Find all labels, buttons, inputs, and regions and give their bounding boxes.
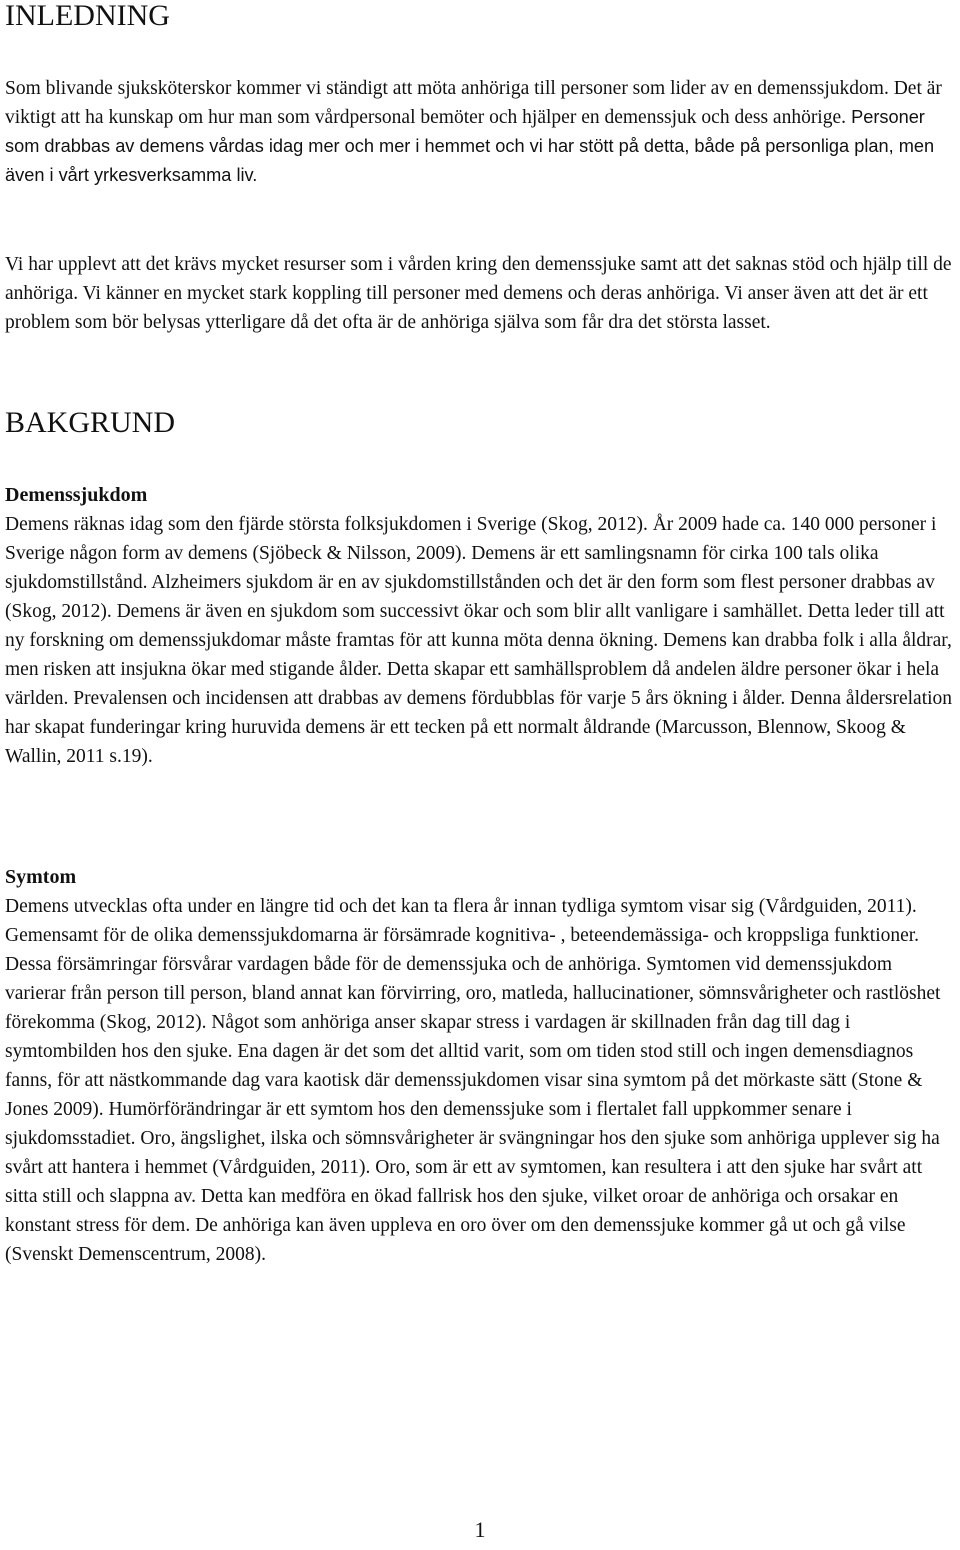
intro-paragraph-2: Vi har upplevt att det krävs mycket resurser som i vården kring den demenssjuke samt att det saknas stöd och hjälp till de anhöriga. Vi känner en mycket stark koppling till personer med demens och deras anhöriga. Vi anser även att det är ett problem som bör belysas ytterligare då det ofta är de anhöriga själva som får dra det största lasset.: [5, 254, 952, 333]
intro-paragraph-1-serif: Som blivande sjuksköterskor kommer vi ständigt att möta anhöriga till personer som lider av en demenssjukdom. Det är viktigt att ha kunskap om hur man som vårdpersonal bemöter och hjälper en demenssjuk och dess anhörige.: [5, 78, 942, 128]
subheading-demenssjukdom: Demenssjukdom: [5, 484, 148, 506]
section-heading-inledning: INLEDNING: [5, 0, 170, 32]
subheading-symtom: Symtom: [5, 866, 77, 888]
intro-paragraph-1: [5, 74, 955, 190]
section-heading-bakgrund: BAKGRUND: [5, 406, 176, 439]
intro-paragraph-1-sans: Personer som drabbas av demens vårdas idag mer och mer i hemmet och vi har stött på detta, både på personliga plan, men även i vårt yrkesverksamma liv.: [5, 107, 935, 185]
symtom-paragraph: Demens utvecklas ofta under en längre tid och det kan ta flera år innan tydliga symtom visar sig (Vårdguiden, 2011). Gemensamt för de olika demenssjukdomarna är försämrade kognitiva- , beteendemässiga- och kroppsliga funktioner. Dessa försämringar försvårar vardagen både för de demenssjuka och de anhöriga. Symtomen vid demenssjukdom varierar från person till person, bland annat kan förvirring, oro, matleda, hallucinationer, sömnsvårigheter och rastlöshet förekomma (Skog, 2012). Något som anhöriga anser skapar stress i vardagen är skillnaden från dag till dag i symtombilden hos den sjuke. Ena dagen är det som det alltid varit, som om tiden stod still och ingen demensdiagnos fanns, för att nästkommande dag vara kaotisk där demenssjukdomen visar sina symtom på det mörkaste sätt (Stone & Jones 2009). Humörförändringar är ett symtom hos den demenssjuke som i flertalet fall uppkommer senare i sjukdomsstadiet. Oro, ängslighet, ilska och sömnsvårigheter är svängningar hos den sjuke som anhöriga upplever sig ha svårt att hantera i hemmet (Vårdguiden, 2011). Oro, som är ett av symtomen, kan resultera i att den sjuke har svårt att sitta still och slappna av. Detta kan medföra en ökad fallrisk hos den sjuke, vilket oroar de anhöriga och orsakar en konstant stress för dem. De anhöriga kan även uppleva en oro över om den demenssjuke kommer gå ut och gå vilse (Svenskt Demenscentrum, 2008).: [5, 896, 941, 1265]
page-number: 1: [474, 1517, 486, 1542]
demens-paragraph: Demens räknas idag som den fjärde största folksjukdomen i Sverige (Skog, 2012). År 2009 hade ca. 140 000 personer i Sverige någon form av demens (Sjöbeck & Nilsson, 2009). Demens är ett samlingsnamn för cirka 100 tals olika sjukdomstillstånd. Alzheimers sjukdom är en av sjukdomstillstånden och det är den form som flest personer drabbas av (Skog, 2012). Demens är även en sjukdom som successivt ökar och som blir allt vanligare i samhället. Detta leder till att ny forskning om demenssjukdomar måste framtas för att kunna möta denna ökning. Demens kan drabba folk i alla åldrar, men risken att insjukna ökar med stigande ålder. Detta skapar ett samhällsproblem då andelen äldre personer ökar i hela världen. Prevalensen och incidensen att drabbas av demens fördubblas för varje 5 års ökning i ålder. Denna åldersrelation har skapat funderingar kring huruvida demens är ett tecken på ett normalt åldrande (Marcusson, Blennow, Skoog & Wallin, 2011 s.19).: [5, 514, 953, 767]
